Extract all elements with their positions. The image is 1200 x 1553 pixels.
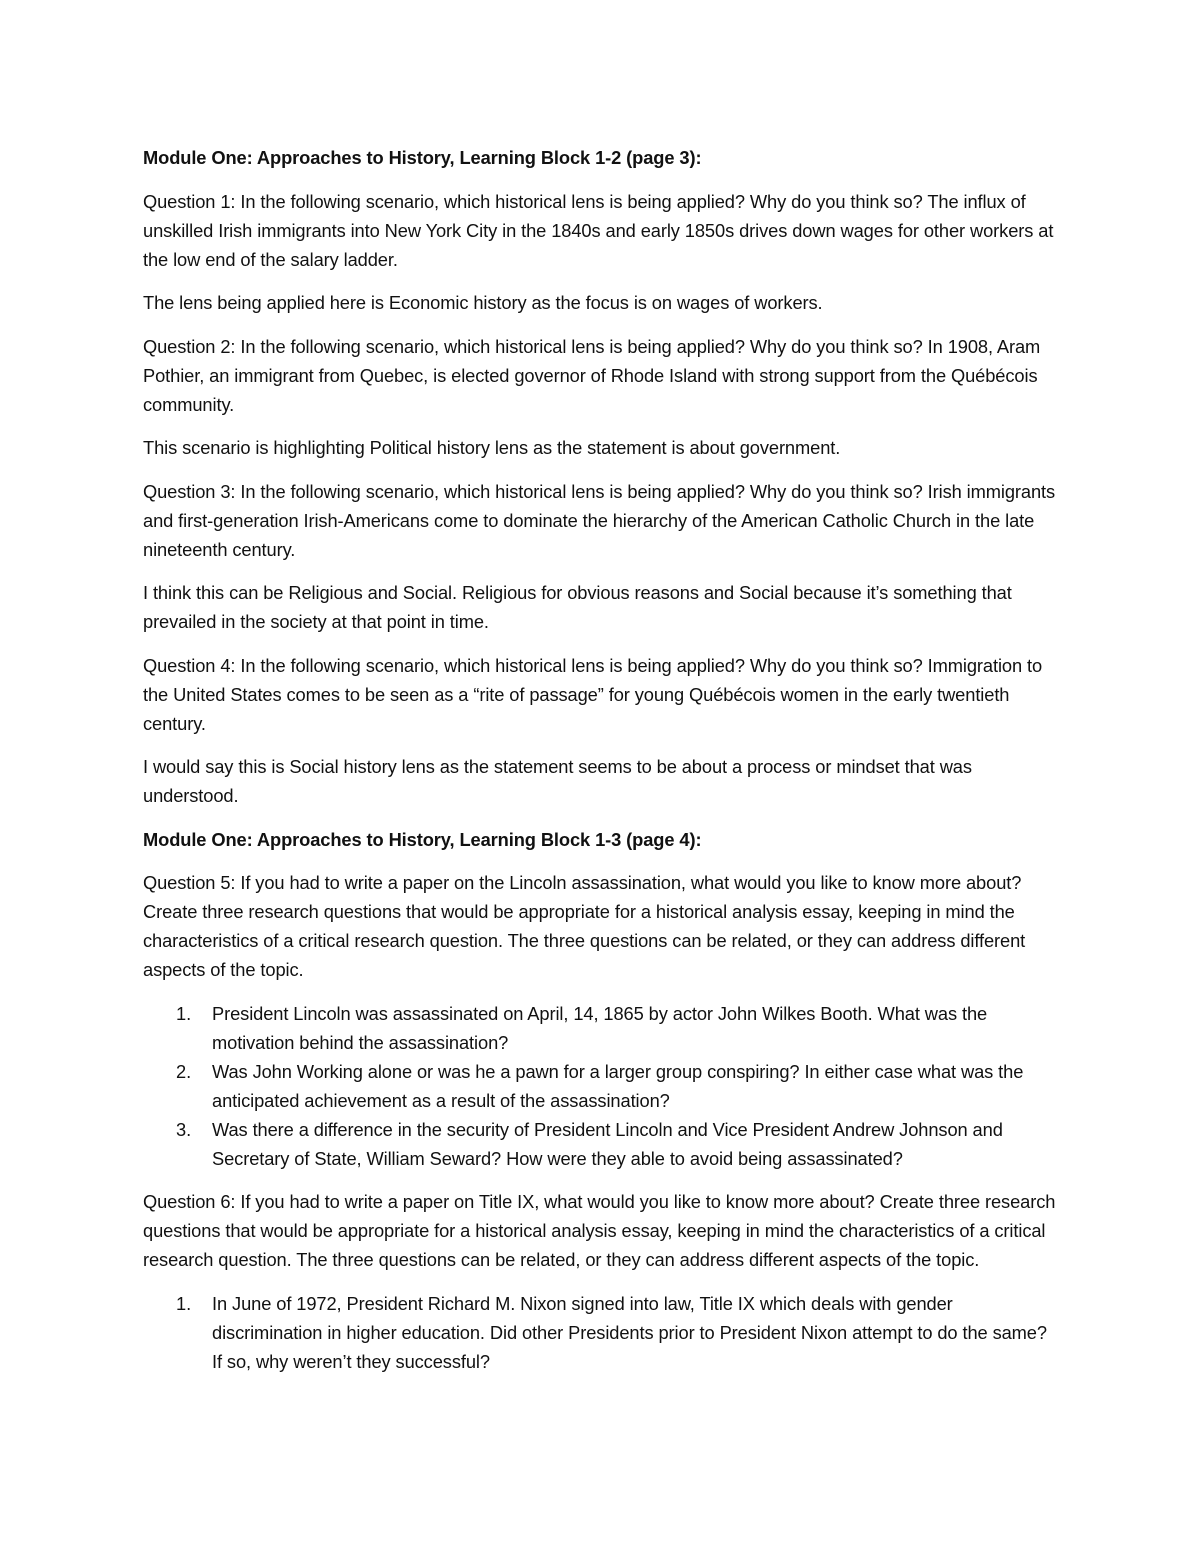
list-item — [143, 999, 1058, 1057]
answer-3: I think this can be Religious and Social. Religious for obvious reasons and Social because it’s something that prevailed in the society at that point in time. — [143, 582, 1012, 632]
list-number: 3. — [176, 1118, 192, 1140]
list-item — [143, 1115, 1058, 1173]
question-2: Question 2: In the following scenario, which historical lens is being applied? Why do you think so? In 1908, Aram Pothier, an immigrant from Quebec, is elected governor of Rhode Island with strong support from the Québécois community. — [143, 335, 1041, 415]
list-item-text: In June of 1972, President Richard M. Nixon signed into law, Title IX which deals with gender discrimination in higher education. Did other Presidents prior to President Nixon attempt to do the same? If so, why weren’t they successful? — [212, 1292, 1047, 1372]
question-6-answer-list — [143, 1289, 1058, 1376]
document-body — [143, 143, 1058, 1390]
section-heading: Module One: Approaches to History, Learning Block 1-2 (page 3): — [143, 147, 702, 168]
question-4: Question 4: In the following scenario, which historical lens is being applied? Why do you think so? Immigration to the United States comes to be seen as a “rite of passage” for young Québécois women in the early twentieth century. — [143, 654, 1043, 734]
answer-1: The lens being applied here is Economic history as the focus is on wages of workers. — [143, 292, 823, 313]
answer-4: I would say this is Social history lens as the statement seems to be about a process or mindset that was understood. — [143, 756, 972, 806]
question-3: Question 3: In the following scenario, which historical lens is being applied? Why do you think so? Irish immigrants and first-generation Irish-Americans come to dominate the hierarchy of the American Catholic Church in the late nineteenth century. — [143, 480, 1056, 560]
list-item-text: Was there a difference in the security of President Lincoln and Vice President Andrew Johnson and Secretary of State, William Seward? How were they able to avoid being assassinated? — [212, 1118, 1003, 1169]
list-number: 1. — [176, 1002, 192, 1024]
question-5: Question 5: If you had to write a paper on the Lincoln assassination, what would you like to know more about? Create three research questions that would be appropriate for a historical analysis essay, keeping in mind the characteristics of a critical research question. The three questions can be related, or they can address different aspects of the topic. — [143, 872, 1026, 980]
list-item-text: Was John Working alone or was he a pawn for a larger group conspiring? In either case what was the anticipated achievement as a result of the assassination? — [212, 1060, 1024, 1111]
question-6: Question 6: If you had to write a paper on Title IX, what would you like to know more about? Create three research questions that would be appropriate for a historical analysis essay, keeping in mind the characteristics of a critical research question. The three questions can be related, or they can address different aspects of the topic. — [143, 1191, 1056, 1270]
answer-2: This scenario is highlighting Political history lens as the statement is about government. — [143, 437, 841, 458]
section-heading: Module One: Approaches to History, Learning Block 1-3 (page 4): — [143, 828, 702, 850]
list-item — [143, 1289, 1058, 1376]
question-5-answer-list — [143, 999, 1058, 1173]
list-number: 2. — [176, 1060, 192, 1082]
list-item-text: President Lincoln was assassinated on April, 14, 1865 by actor John Wilkes Booth. What was the motivation behind the assassination? — [212, 1002, 988, 1053]
list-item — [143, 1057, 1058, 1115]
list-number: 1. — [176, 1292, 192, 1314]
question-1: Question 1: In the following scenario, which historical lens is being applied? Why do you think so? The influx of unskilled Irish immigrants into New York City in the 1840s and early 1850s drives down wages for other workers at the low end of the salary ladder. — [143, 190, 1054, 270]
